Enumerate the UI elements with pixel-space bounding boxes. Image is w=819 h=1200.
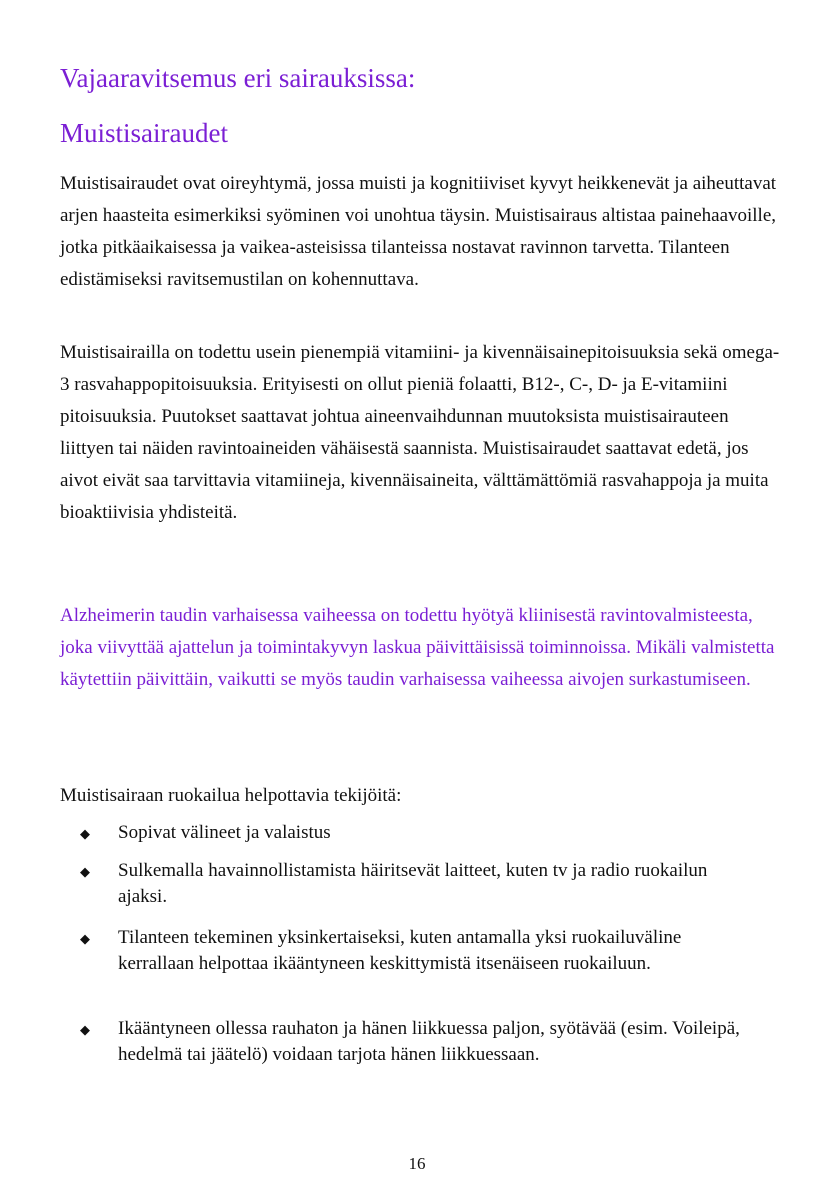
paragraph-vitamins: Muistisairailla on todettu usein pienempiä vitamiini- ja kivennäisainepitoisuuksia sekä omega-3 rasvahappopitoisuuksia. Erityisesti on ollut pieniä folaatti, B12-, C-, D- ja E-vitamiini pitoisuuksia. Puutokset saattavat johtua aineenvaihdunnan muutoksista muistisairauteen liittyen tai näiden ravintoaineiden vähäisestä saannista. Muistisairaudet saattavat edetä, jos aivot eivät saa tarvittavia vitamiineja, kivennäisaineita, välttämättömiä rasvahappoja ja muita bioaktiivisia yhdisteitä. [60, 342, 780, 523]
diamond-bullet-icon: ◆ [80, 1023, 90, 1038]
list-item-text: Sulkemalla havainnollistamista häiritsevät laitteet, kuten tv ja radio ruokailun ajaksi. [118, 860, 708, 907]
section-title: Muistisairaudet [60, 118, 228, 148]
diamond-bullet-icon: ◆ [80, 932, 90, 947]
diamond-bullet-icon: ◆ [80, 827, 90, 842]
list-title: Muistisairaan ruokailua helpottavia tekijöitä: [60, 785, 402, 806]
page-number: 16 [408, 1154, 426, 1173]
paragraph-intro: Muistisairaudet ovat oireyhtymä, jossa muisti ja kognitiiviset kyvyt heikkenevät ja aiheuttavat arjen haasteita esimerkiksi syöminen voi unohtua täysin. Muistisairaus altistaa painehaavoille, jotka pitkäaikaisessa ja vaikea-asteisissa tilanteissa nostavat ravinnon tarvetta. Tilanteen edistämiseksi ravitsemustilan on kohennuttava. [60, 173, 777, 290]
page-title: Vajaaravitsemus eri sairauksissa: [60, 63, 416, 93]
list-item-text: Tilanteen tekeminen yksinkertaiseksi, kuten antamalla yksi ruokailuväline kerrallaan helpottaa ikääntyneen keskittymistä itsenäiseen ruokailuun. [118, 927, 682, 974]
list-item-text: Ikääntyneen ollessa rauhaton ja hänen liikkuessa paljon, syötävää (esim. Voileipä, hedelmä tai jäätelö) voidaan tarjota hänen liikkuessaan. [118, 1018, 740, 1065]
paragraph-alzheimer-highlight: Alzheimerin taudin varhaisessa vaiheessa on todettu hyötyä kliinisestä ravintovalmisteesta, joka viivyttää ajattelun ja toimintakyvyn laskua päivittäisissä toiminnoissa. Mikäli valmistetta käytettiin päivittäin, vaikutti se myös taudin varhaisessa vaiheessa aivojen surkastumiseen. [60, 605, 775, 690]
list-item-text: Sopivat välineet ja valaistus [118, 822, 331, 843]
diamond-bullet-icon: ◆ [80, 865, 90, 880]
